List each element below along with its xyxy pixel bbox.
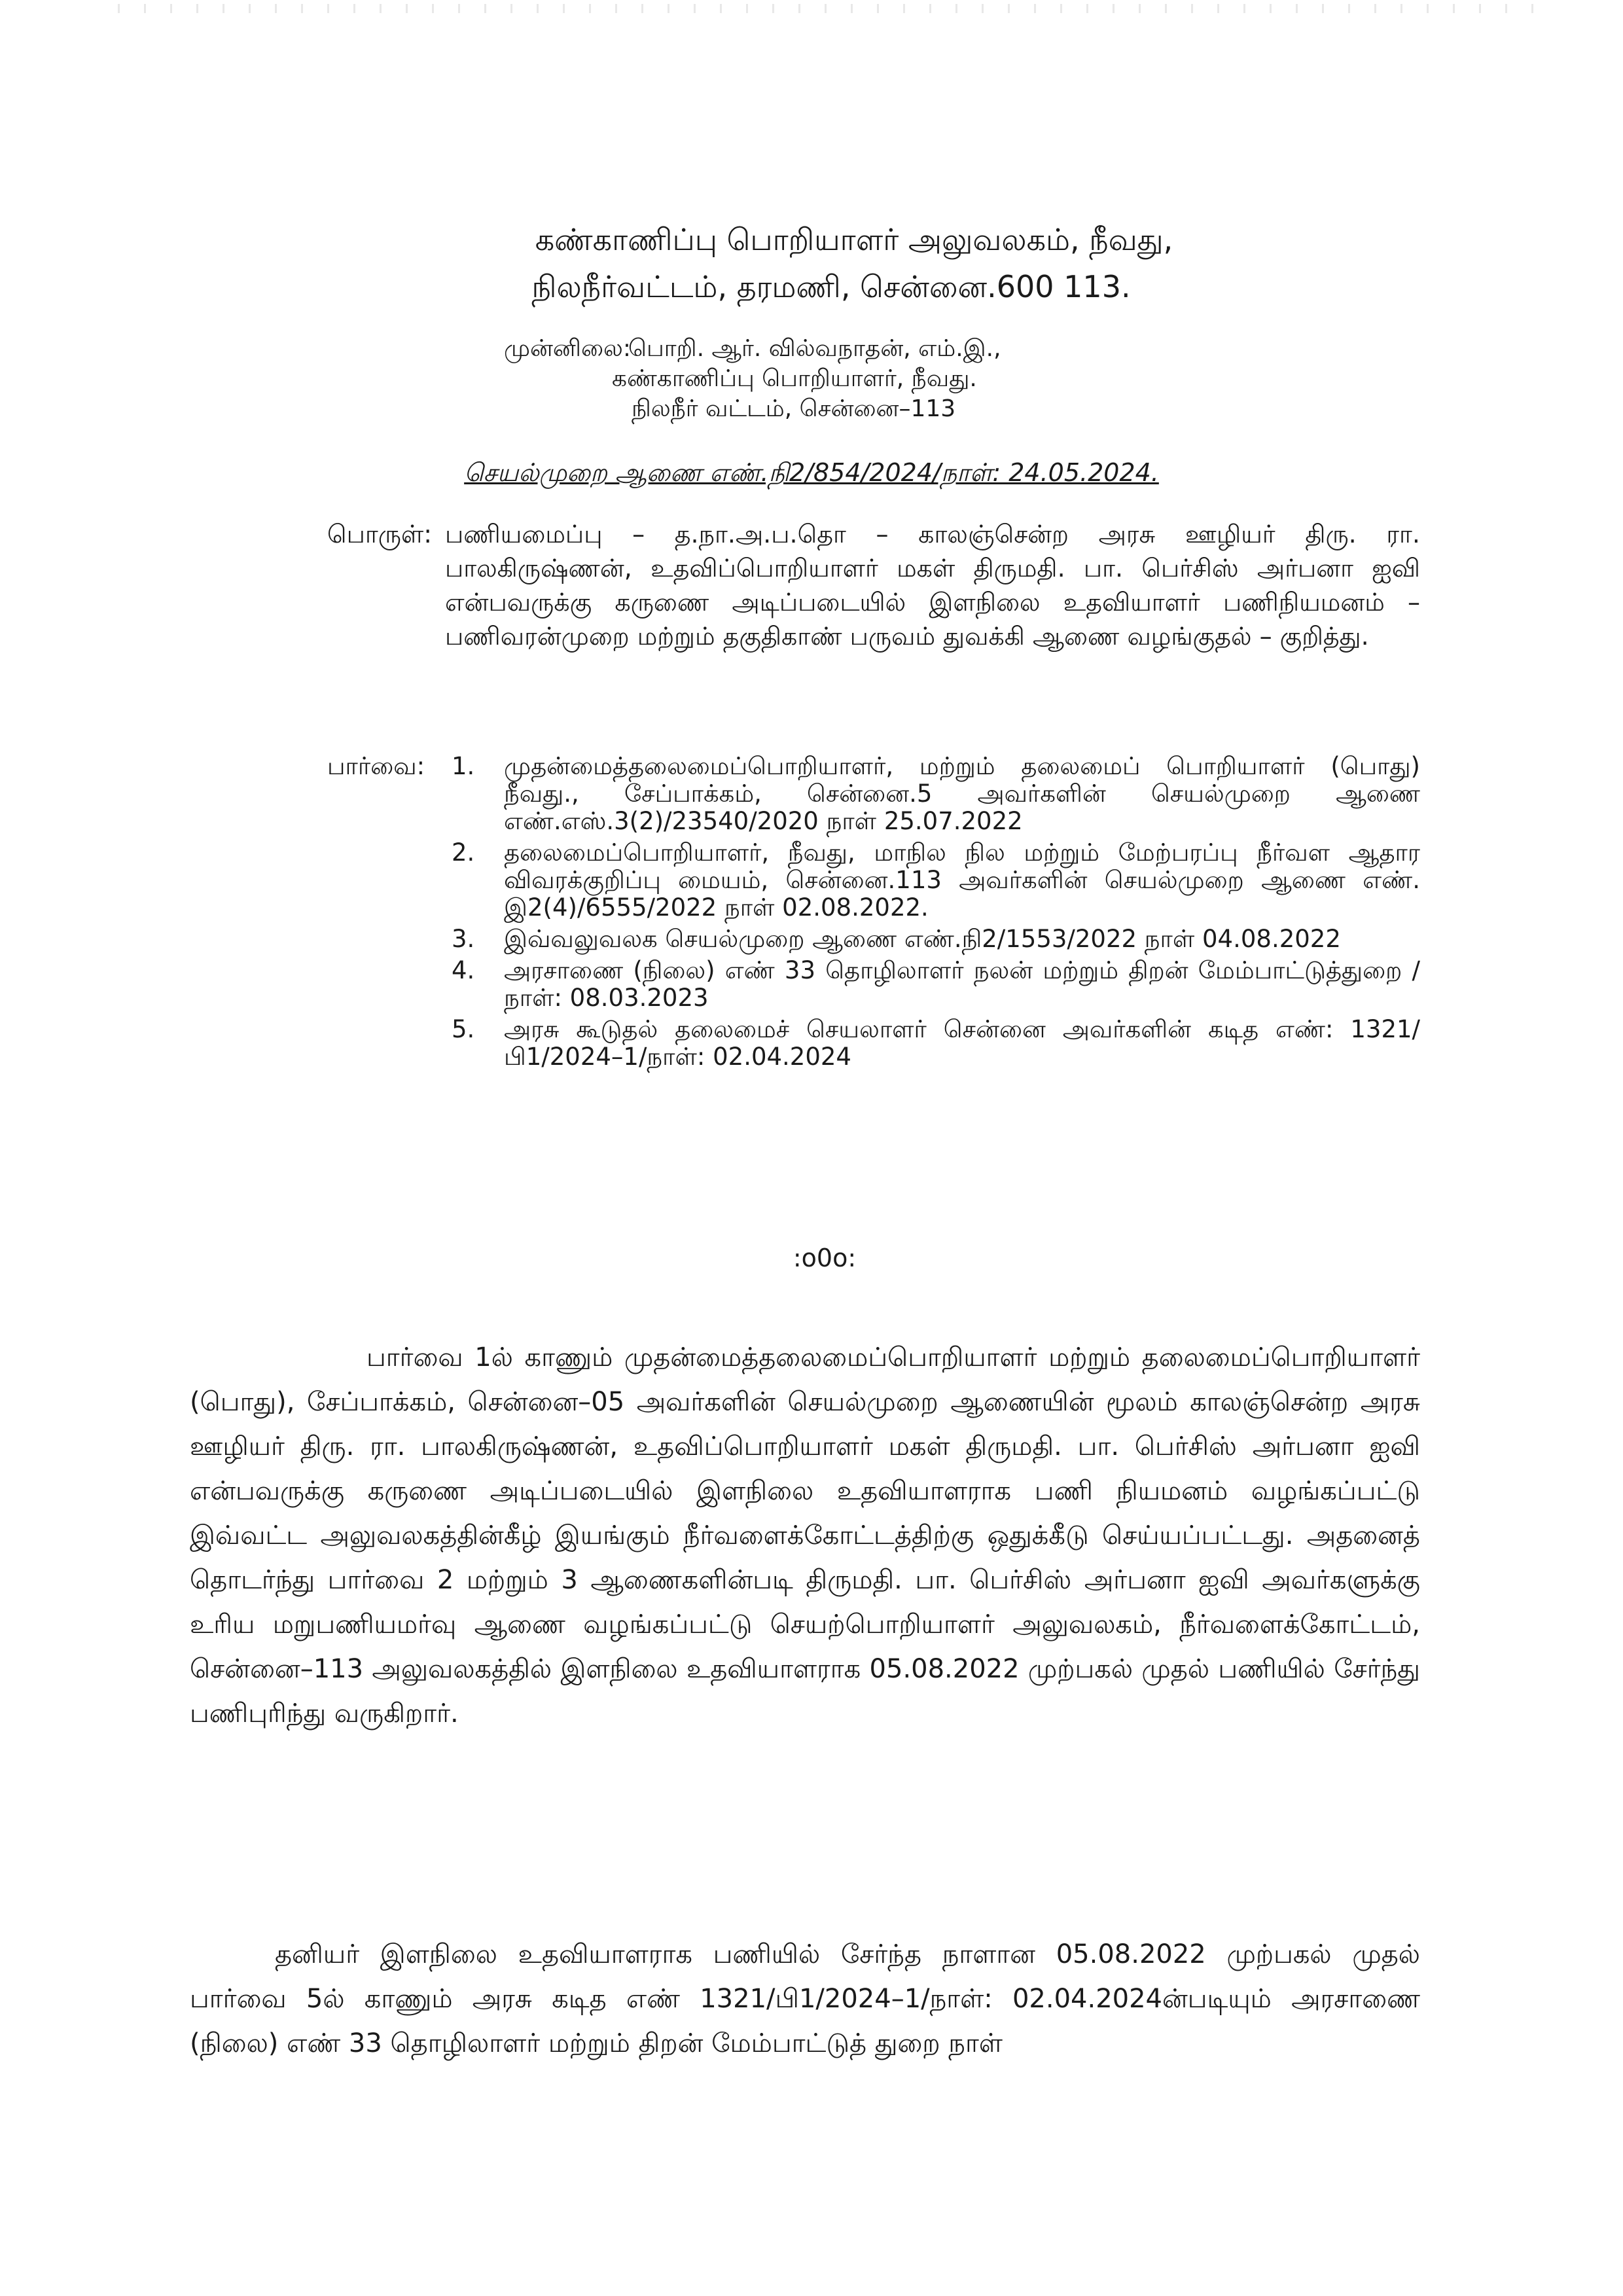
scan-noise-strip <box>118 4 1544 13</box>
reference-item <box>452 957 1420 1012</box>
office-heading-line1: கண்காணிப்பு பொறியாளர் அலுவலகம், நீவது, <box>535 222 1173 257</box>
body-paragraph-1: பார்வை 1ல் காணும் முதன்மைத்தலைமைப்பொறியாளர் மற்றும் தலைமைப்பொறியாளர் (பொது), சேப்பாக்கம், சென்னை–05 அவர்களின் செயல்முறை ஆணையின் மூலம் காலஞ்சென்ற அரசு ஊழியர் திரு. ரா. பாலகிருஷ்ணன், உதவிப்பொறியாளர் மகள் திருமதி. பா. பெர்சிஸ் அர்பனா ஐவி என்பவருக்கு கருணை அடிப்படையில் இளநிலை உதவியாளராக பணி நியமனம் வழங்கப்பட்டு இவ்வட்ட அலுவலகத்தின்கீழ் இயங்கும் நீர்வளைக்கோட்டத்திற்கு ஒதுக்கீடு செய்யப்பட்டது. அதனைத் தொடர்ந்து பார்வை 2 மற்றும் 3 ஆணைகளின்படி திருமதி. பா. பெர்சிஸ் அர்பனா ஐவி அவர்களுக்கு உரிய மறுபணியமர்வு ஆணை வழங்கப்பட்டு செயற்பொறியாளர் அலுவலகம், நீர்வளைக்கோட்டம், சென்னை–113 அலுவலகத்தில் இளநிலை உதவியாளராக 05.08.2022 முற்பகல் முதல் பணியில் சேர்ந்து பணிபுரிந்து வருகிறார். <box>190 1342 1420 1729</box>
office-heading <box>0 216 1623 310</box>
reference-text: அரசு கூடுதல் தலைமைச் செயலாளர் சென்னை அவர்களின் கடித எண்: 1321/பி1/2024–1/நாள்: 02.04.2024 <box>504 1015 1420 1071</box>
presence-line2: கண்காணிப்பு பொறியாளர், நீவது. <box>612 365 977 392</box>
references-block <box>327 753 1420 1075</box>
reference-item <box>452 753 1420 835</box>
reference-item <box>452 1016 1420 1071</box>
office-heading-line2: நிலநீர்வட்டம், தரமணி, சென்னை.600 113. <box>531 269 1131 304</box>
subject-text: பணியமைப்பு – த.நா.அ.ப.தொ – காலஞ்சென்ற அரசு ஊழியர் திரு. ரா. பாலகிருஷ்ணன், உதவிப்பொறியாளர் மகள் திருமதி. பா. பெர்சிஸ் அர்பனா ஐவி என்பவருக்கு கருணை அடிப்படையில் இளநிலை உதவியாளர் பணிநியமனம் – பணிவரன்முறை மற்றும் தகுதிகாண் பருவம் துவக்கி ஆணை வழங்குதல் – குறித்து. <box>445 520 1420 651</box>
subject-label: பொருள்: <box>327 520 433 548</box>
section-separator: :o0o: <box>793 1244 857 1272</box>
reference-number: 3. <box>452 925 475 953</box>
reference-item <box>452 839 1420 922</box>
reference-item <box>452 925 1420 953</box>
reference-text: அரசாணை (நிலை) எண் 33 தொழிலாளர் நலன் மற்றும் திறன் மேம்பாட்டுத்துறை /நாள்: 08.03.2023 <box>504 956 1420 1012</box>
reference-number: 4. <box>452 956 475 984</box>
reference-text: தலைமைப்பொறியாளர், நீவது, மாநில நில மற்றும் மேற்பரப்பு நீர்வள ஆதார விவரக்குறிப்பு மையம், சென்னை.113 அவர்களின் செயல்முறை ஆணை எண். இ2(4)/6555/2022 நாள் 02.08.2022. <box>504 838 1420 922</box>
references-list <box>452 753 1420 1071</box>
reference-number: 5. <box>452 1015 475 1043</box>
reference-number: 1. <box>452 752 475 780</box>
presence-block <box>504 334 1001 424</box>
references-label: பார்வை: <box>327 752 425 780</box>
body-paragraph-2: தனியர் இளநிலை உதவியாளராக பணியில் சேர்ந்த நாளான 05.08.2022 முற்பகல் முதல் பார்வை 5ல் காணும் அரசு கடித எண் 1321/பி1/2024–1/நாள்: 02.04.2024ன்படியும் அரசாணை (நிலை) எண் 33 தொழிலாளர் மற்றும் திறன் மேம்பாட்டுத் துறை நாள் <box>190 1939 1420 2058</box>
presence-line3: நிலநீர் வட்டம், சென்னை–113 <box>632 395 956 422</box>
presence-label: முன்னிலை: <box>504 335 632 362</box>
reference-number: 2. <box>452 838 475 867</box>
reference-text: முதன்மைத்தலைமைப்பொறியாளர், மற்றும் தலைமைப் பொறியாளர் (பொது) நீவது., சேப்பாக்கம், சென்னை.5 அவர்களின் செயல்முறை ஆணை எண்.எஸ்.3(2)/23540/2020 நாள் 25.07.2022 <box>504 752 1420 835</box>
subject-block <box>327 517 1420 653</box>
presence-line1: பொறி. ஆர். வில்வநாதன், எம்.இ., <box>628 335 1001 362</box>
reference-text: இவ்வலுவலக செயல்முறை ஆணை எண்.நி2/1553/2022 நாள் 04.08.2022 <box>504 925 1341 953</box>
order-number: செயல்முறை ஆணை எண்.நி2/854/2024/நாள்: 24.05.2024. <box>464 458 1159 487</box>
